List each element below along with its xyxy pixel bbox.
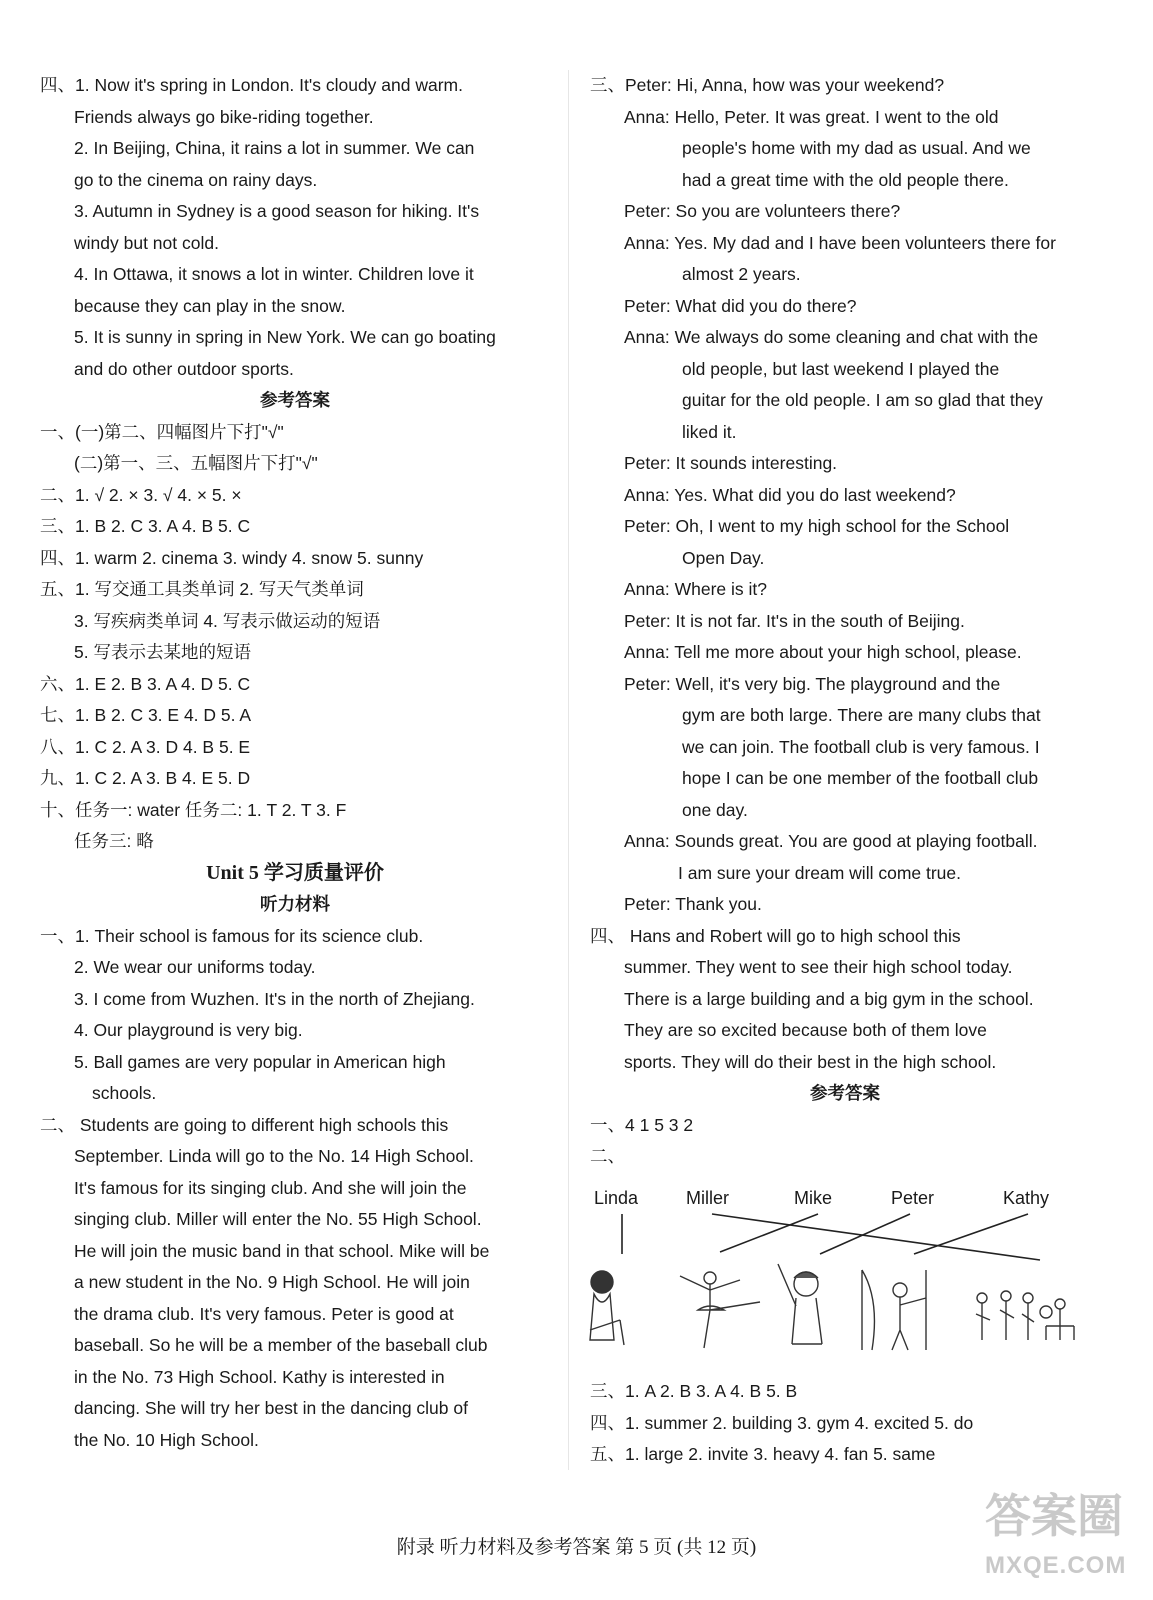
matching-lines [580,1180,1100,1370]
dialogue-line: Anna: Where is it? [624,579,767,599]
answer-line: 四、1. warm 2. cinema 3. windy 4. snow 5. sunny [40,547,424,568]
text-line: the No. 10 High School. [74,1429,259,1450]
text-line: 5. It is sunny in spring in New York. We can go boating [74,327,496,347]
dialogue-line: Peter: It sounds interesting. [624,453,838,473]
dialogue-line: Anna: We always do some cleaning and chat with the [624,327,1039,347]
right-column [590,70,1100,1173]
dialogue-line: I am sure your dream will come true. [678,862,962,883]
drama-stage-picture [862,1270,926,1350]
dialogue-line: we can join. The football club is very famous. I [682,736,1040,757]
dialogue-line: Anna: Sounds great. You are good at playing football. [624,831,1038,851]
singer-picture [590,1271,624,1345]
dialogue-line: Peter: What did you do there? [624,295,857,316]
text-line: 一、1. Their school is famous for its science club. [40,925,424,946]
answer-line: 十、任务一: water 任务二: 1. T 2. T 3. F [40,799,347,820]
text-line: 3. Autumn in Sydney is a good season for hiking. It's [74,201,480,221]
answer-line: 九、1. C 2. A 3. B 4. E 5. D [40,768,251,788]
dialogue-line: Anna: Yes. My dad and I have been volunteers there for [624,232,1056,253]
answer-line: 二、1. √ 2. × 3. √ 4. × 5. × [40,484,242,505]
matching-figure [580,1180,1100,1370]
text-line: in the No. 73 High School. Kathy is interested in [74,1366,445,1387]
name-mike: Mike [794,1188,833,1208]
column-divider [568,70,569,1470]
dialogue-line: Peter: Well, it's very big. The playground and the [624,673,1001,694]
text-line: 2. We wear our uniforms today. [74,957,316,977]
text-line: sports. They will do their best in the high school. [624,1051,997,1072]
answer-line: 一、(一)第二、四幅图片下打"√" [40,421,284,442]
text-line: go to the cinema on rainy days. [74,169,318,190]
dialogue-line: Peter: Thank you. [624,894,762,914]
watermark-logo: 答案圈 [985,1490,1123,1542]
text-line: He will join the music band in that school. Mike will be [74,1240,490,1261]
answer-line: 八、1. C 2. A 3. D 4. B 5. E [40,736,251,757]
text-line: 4. Our playground is very big. [74,1020,303,1040]
music-band-picture [976,1291,1074,1340]
text-line: They are so excited because both of them love [624,1020,987,1040]
name-linda: Linda [594,1188,639,1208]
dialogue-line: almost 2 years. [682,264,801,284]
text-line: 二、 Students are going to different high schools this [40,1114,449,1135]
text-line: dancing. She will try her best in the dancing club of [74,1398,468,1418]
dialogue-line: Peter: It is not far. It's in the south of Beijing. [624,610,965,631]
dialogue-line: Open Day. [682,547,765,568]
dialogue-line: gym are both large. There are many clubs that [682,705,1041,725]
answer-line: 七、1. B 2. C 3. E 4. D 5. A [40,705,252,725]
answer-line: 三、1. B 2. C 3. A 4. B 5. C [40,516,251,536]
text-line: 3. I come from Wuzhen. It's in the north of Zhejiang. [74,988,475,1009]
watermark [955,1480,1145,1590]
page-footer: 附录 听力材料及参考答案 第 5 页 (共 12 页) [396,1537,757,1558]
match-line [720,1214,818,1252]
text-line: windy but not cold. [74,232,219,253]
answer-line: (二)第一、三、五幅图片下打"√" [74,453,318,473]
answer-line: 三、1. A 2. B 3. A 4. B 5. B [590,1381,798,1401]
answer-line: 二、 [590,1146,625,1166]
dialogue-line: 三、Peter: Hi, Anna, how was your weekend? [590,75,945,95]
text-line: and do other outdoor sports. [74,358,294,379]
text-line: There is a large building and a big gym in the school. [624,988,1034,1009]
match-line [914,1214,1028,1254]
dialogue-line: people's home with my dad as usual. And we [682,138,1031,158]
name-miller: Miller [686,1188,729,1208]
text-line: baseball. So he will be a member of the baseball club [74,1335,488,1355]
text-line: because they can play in the snow. [74,295,346,316]
answer-line: 5. 写表示去某地的短语 [74,642,251,662]
dialogue-line: Anna: Hello, Peter. It was great. I went to the old [624,106,999,127]
text-line: a new student in the No. 9 High School. He will join [74,1272,470,1292]
answer-line: 六、1. E 2. B 3. A 4. D 5. C [40,673,251,694]
dialogue-line: guitar for the old people. I am so glad that they [682,390,1043,410]
listening-heading: 听力材料 [260,894,330,914]
dialogue-line: had a great time with the old people there. [682,169,1009,190]
dialogue-line: Anna: Yes. What did you do last weekend? [624,484,956,505]
text-line: Friends always go bike-riding together. [74,106,374,127]
answer-heading: 参考答案 [260,390,330,410]
text-line: 4. In Ottawa, it snows a lot in winter. Children love it [74,264,474,284]
text-line: summer. They went to see their high school today. [624,957,1013,977]
dialogue-line: old people, but last weekend I played the [682,358,1000,379]
answer-heading: 参考答案 [810,1083,880,1103]
answer-line: 一、4 1 5 3 2 [590,1114,694,1135]
text-line: 2. In Beijing, China, it rains a lot in summer. We can [74,138,475,158]
watermark-site: MXQE.COM [985,1552,1127,1579]
answer-line: 3. 写疾病类单词 4. 写表示做运动的短语 [74,610,381,631]
answer-line: 五、1. 写交通工具类单词 2. 写天气类单词 [40,579,364,599]
text-line: It's famous for its singing club. And she will join the [74,1177,467,1198]
text-line: 四、 Hans and Robert will go to high school this [590,925,961,946]
match-line [712,1214,1040,1260]
text-line: 四、1. Now it's spring in London. It's cloudy and warm. [40,75,463,95]
text-line: singing club. Miller will enter the No. 55 High School. [74,1209,482,1229]
dialogue-line: Anna: Tell me more about your high school, please. [624,642,1022,662]
dialogue-line: one day. [682,799,748,820]
text-line: schools. [92,1083,157,1103]
dialogue-line: Peter: So you are volunteers there? [624,201,901,221]
dialogue-line: hope I can be one member of the football club [682,768,1039,788]
match-line [820,1214,910,1254]
dialogue-line: liked it. [682,421,737,442]
answer-line: 五、1. large 2. invite 3. heavy 4. fan 5. same [590,1444,936,1464]
answer-line: 任务三: 略 [74,831,154,851]
dialogue-line: Peter: Oh, I went to my high school for the School [624,516,1010,536]
text-line: 5. Ball games are very popular in American high [74,1051,446,1072]
name-kathy: Kathy [1003,1188,1050,1208]
left-column [40,70,550,1456]
unit-title: Unit 5 学习质量评价 [206,861,384,884]
text-line: September. Linda will go to the No. 14 High School. [74,1146,474,1166]
right-column-answers [590,1376,1100,1471]
ballet-dancer-picture [680,1272,760,1348]
text-line: the drama club. It's very famous. Peter is good at [74,1303,454,1324]
answer-line: 四、1. summer 2. building 3. gym 4. excited 5. do [590,1412,974,1433]
name-peter: Peter [891,1188,935,1208]
baseball-player-picture [778,1264,822,1344]
